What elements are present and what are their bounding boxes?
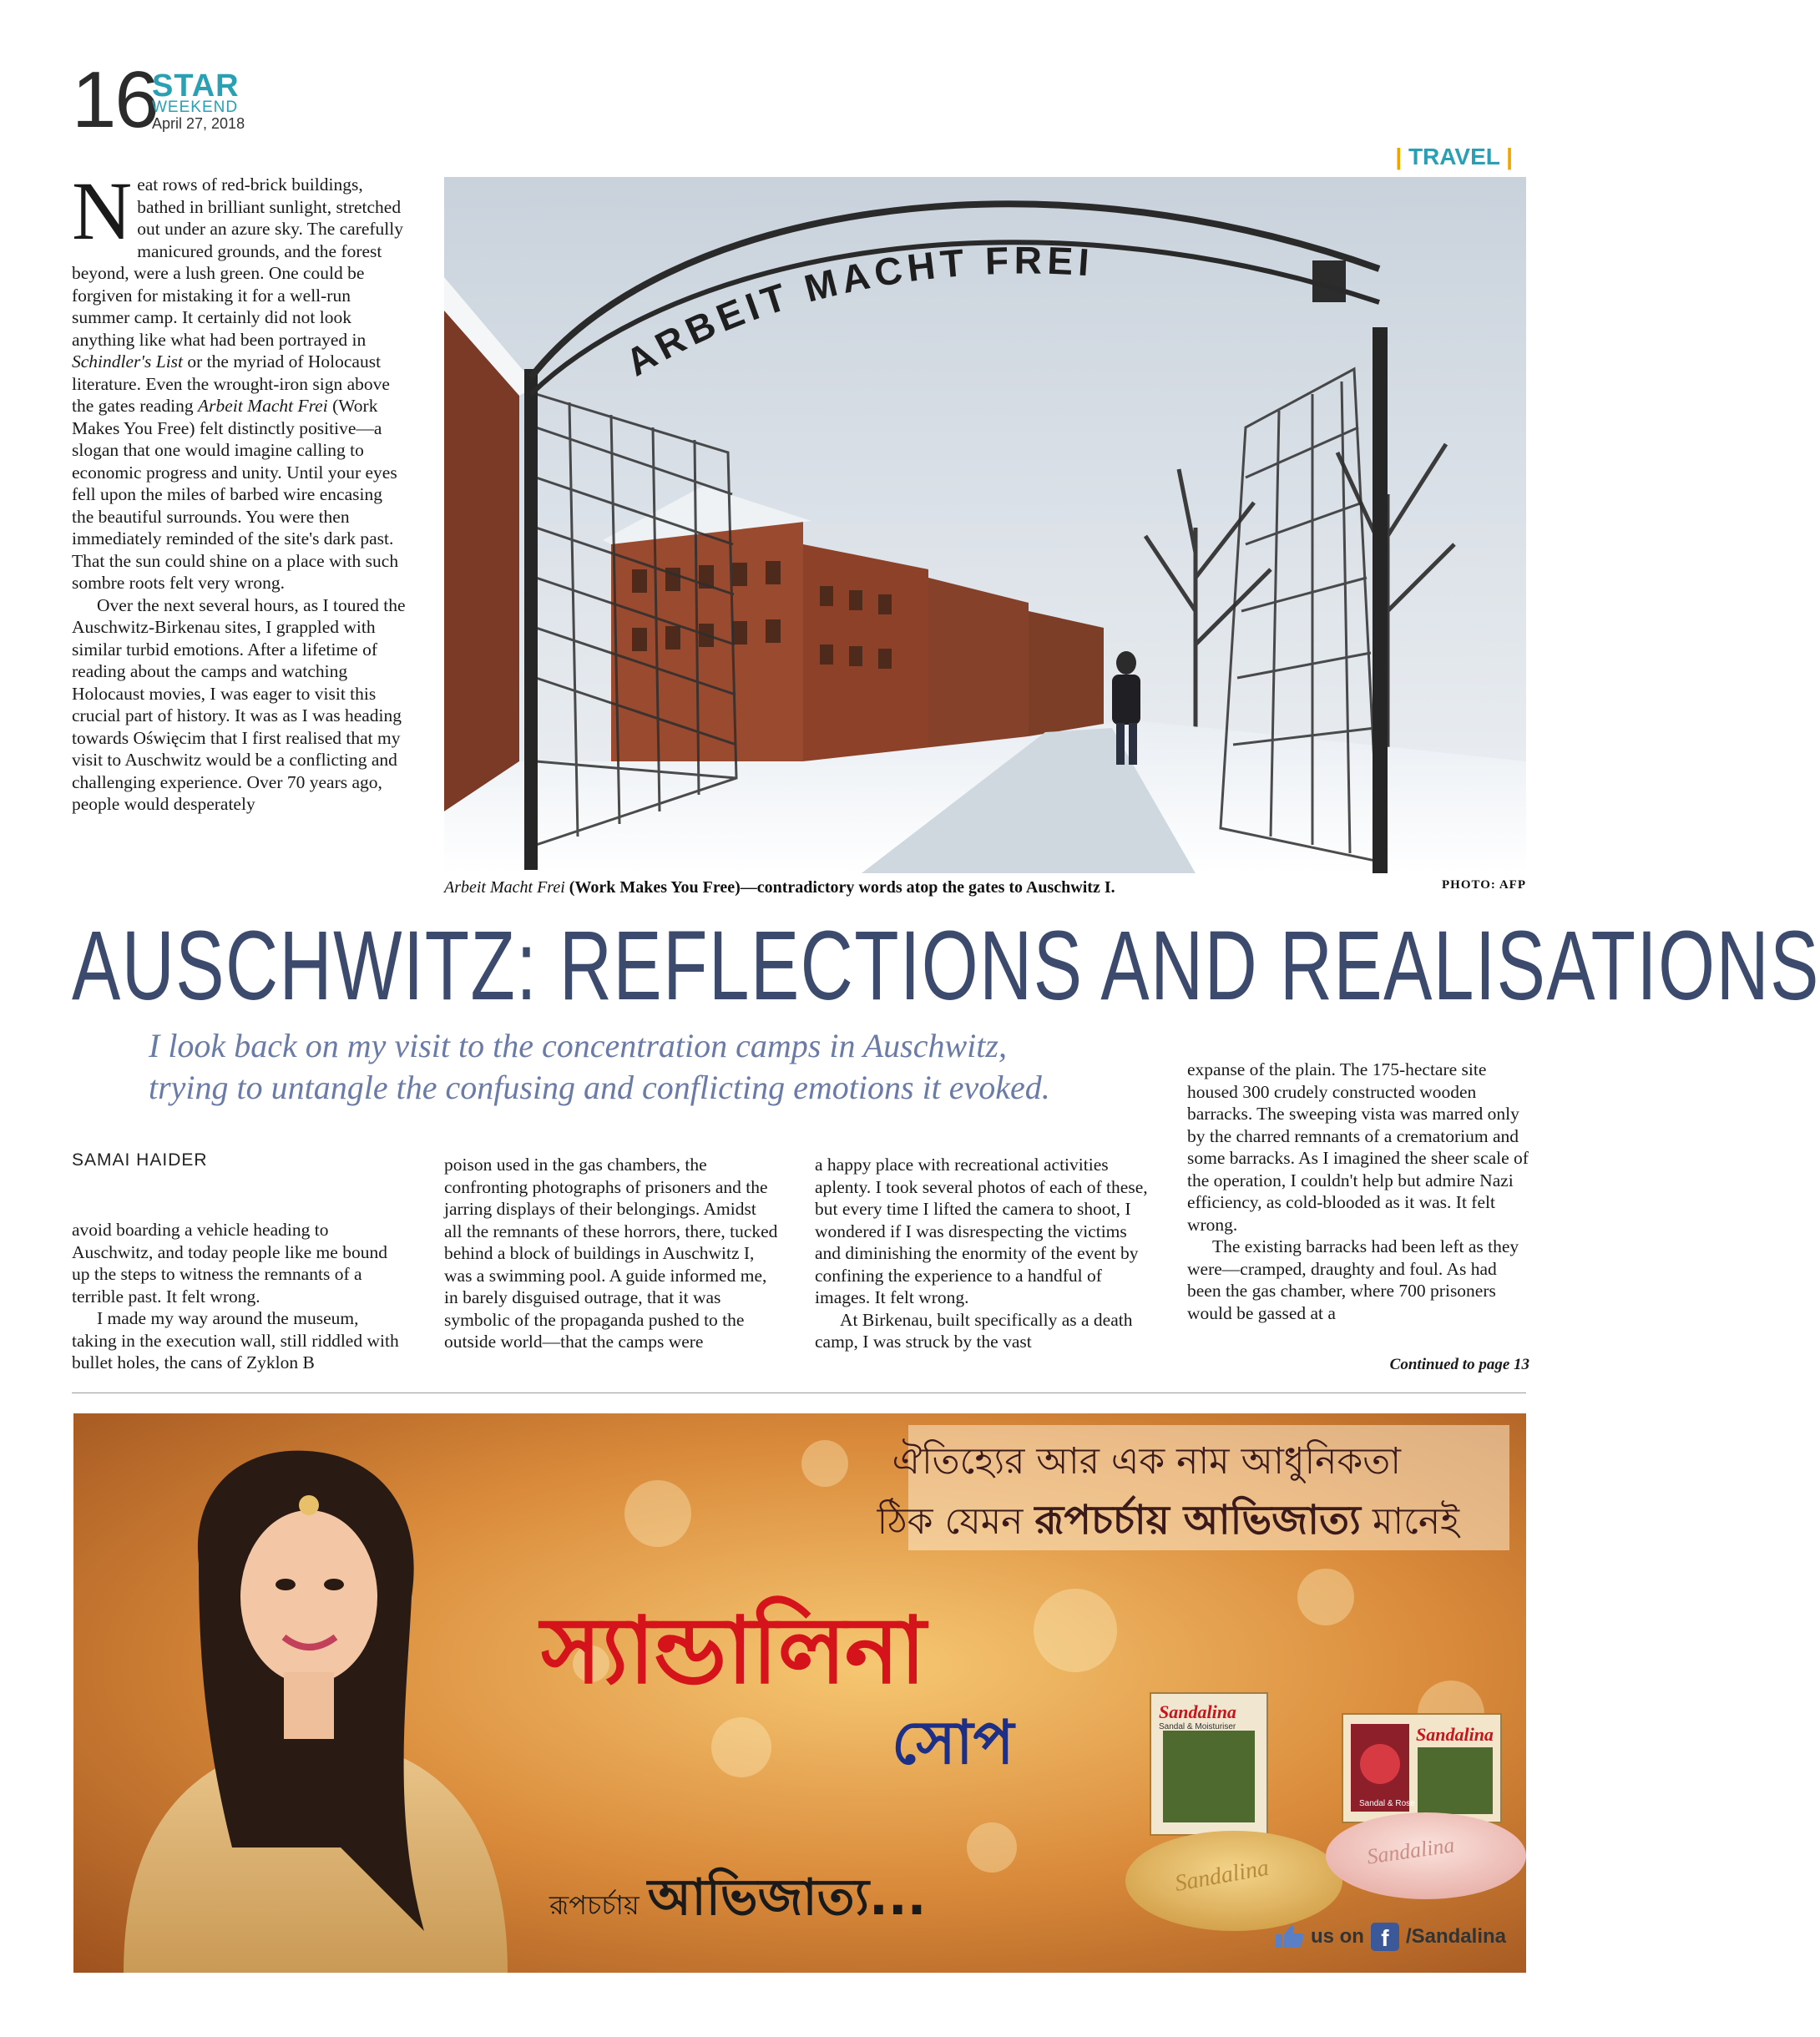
article-paragraph: I made my way around the museum, taking in the execution wall, still riddled with bullet holes, the cans of Zyklon B [72, 1308, 399, 1372]
slogan-big: আভিজাত্য... [647, 1868, 927, 1927]
article-paragraph: a happy place with recreational activities aplenty. I took several photos of each of these, but every time I lifted the camera to shoot, I wondered if I was disrespecting the victims and diminishing the enormity of the event by confining the experience to a handful of images. It felt wrong. [815, 1155, 1148, 1307]
subheadline-line-2: trying to untangle the confusing and conflicting emotions it evoked. [149, 1069, 1050, 1106]
section-bar-left: | [1395, 144, 1403, 169]
social-handle: /Sandalina [1405, 1925, 1506, 1948]
article-paragraph: The existing barracks had been left as they were—cramped, draughty and foul. As had been the gas chamber, where 700 prisoners would be gassed at a [1187, 1236, 1519, 1323]
page-number: 16 [72, 55, 158, 144]
article-column-3 [444, 1154, 778, 1353]
photo-credit: PHOTO: AFP [1442, 878, 1526, 892]
paragraph-text: eat rows of red-brick buildings, bathed in brilliant sunlight, stretched out under an azure sky. The carefully manicured grounds, and the forest beyond, were a lush green. One could be forgiven for mistaking it for a well-run summer camp. It certainly did not look anything like what had been portrayed in [72, 174, 404, 350]
section-bar-right: | [1506, 144, 1513, 169]
photo-caption [444, 878, 1526, 897]
article-paragraph: avoid boarding a vehicle heading to Auschwitz, and today people like me bound up the steps to witness the remnants of a terrible past. It felt wrong. [72, 1220, 387, 1307]
facebook-icon: f [1371, 1923, 1399, 1951]
soap-pack-2 [1342, 1714, 1501, 1822]
auschwitz-gate-photo [444, 177, 1526, 873]
brand-star: STAR [152, 68, 240, 104]
pack-1-sub: Sandal & Moisturiser [1159, 1722, 1236, 1731]
tagline-part: ঠিক যেমন [877, 1500, 1024, 1543]
ad-slogan [549, 1859, 926, 1943]
subheadline-line-1: I look back on my visit to the concentration camps in Auschwitz, [149, 1027, 1007, 1064]
soap-pack-1 [1150, 1693, 1267, 1835]
section-tag [1395, 144, 1513, 170]
drop-cap: N [72, 164, 133, 257]
pack-2-sub: Sandal & Rose [1359, 1799, 1415, 1808]
caption-italic: Arbeit Macht Frei [444, 878, 565, 897]
pack-1-brand: Sandalina [1159, 1701, 1236, 1722]
caption-text: (Work Makes You Free)—contradictory words atop the gates to Auschwitz I. [564, 878, 1115, 897]
soap-bar-2-stamp: Sandalina [1365, 1832, 1456, 1869]
article-paragraph: expanse of the plain. The 175-hectare site housed 300 crudely constructed wooden barracks. The sweeping vista was marred only by the charred remnants of a crematorium and some barracks. As I imagined the sheer scale of the operation, I couldn't help but admire Nazi efficiency, as cold-blooded as it was. It felt wrong. [1187, 1059, 1529, 1235]
paragraph-text: or the myriad of Holocaust literature. Even the wrought-iron sign above the gates reading [72, 351, 390, 416]
soap-bar-1-stamp: Sandalina [1172, 1854, 1271, 1898]
social-link[interactable] [1276, 1923, 1506, 1951]
pack-2-brand: Sandalina [1416, 1724, 1494, 1745]
issue-date: April 27, 2018 [152, 115, 245, 132]
publication-brand [152, 68, 245, 132]
sandalina-advertisement[interactable] [73, 1413, 1526, 1973]
article-paragraph: poison used in the gas chambers, the confronting photographs of prisoners and the jarring displays of their belongings. Amidst all the remnants of these horrors, there, tucked behind a block of buildings in Auschwitz I, was a swimming pool. A guide informed me, in barely disguised outrage, that it was symbolic of the propaganda pushed to the outside world—that the camps were [444, 1155, 778, 1352]
ad-tagline-line-2 [877, 1490, 1459, 1556]
headline: AUSCHWITZ: REFLECTIONS AND REALISATIONS [72, 911, 1820, 1021]
article-paragraph-1 [72, 164, 406, 594]
social-text: us on [1310, 1925, 1364, 1948]
ad-product-word: সোপ [892, 1707, 1014, 1777]
tagline-emphasis: রূপচর্চায় আভিজাত্য [1034, 1497, 1361, 1544]
brand-weekend: WEEKEND [152, 99, 239, 116]
slogan-small: রূপচর্চায় [549, 1889, 640, 1921]
sign-text: Arbeit Macht Frei [198, 396, 328, 416]
article-column-2 [72, 1219, 406, 1374]
film-title: Schindler's List [72, 351, 184, 372]
gate-sign-text: ARBEIT MACHT FREI [618, 238, 1096, 385]
tagline-part: মানেই [1372, 1500, 1459, 1543]
article-column-4 [815, 1154, 1155, 1353]
gate-illustration [444, 177, 1526, 873]
continued-note: Continued to page 13 [1389, 1356, 1529, 1373]
thumbs-up-icon [1276, 1924, 1304, 1949]
section-name: TRAVEL [1408, 144, 1500, 169]
byline: SAMAI HAIDER [72, 1150, 208, 1170]
article-column-1 [72, 164, 406, 816]
article-paragraph: At Birkenau, built specifically as a death camp, I was struck by the vast [815, 1309, 1133, 1352]
ad-brand-name: স্যান্ডালিনা [541, 1597, 925, 1704]
article-paragraph-2: Over the next several hours, as I toured the Auschwitz-Birkenau sites, I grappled with similar turbid emotions. After a lifetime of reading about the camps and watching Holocaust movies, I was eager to visit this crucial part of history. It was as I was heading towards Oświęcim that I first realised that my visit to Auschwitz would be a conflicting and challenging experience. Over 70 years ago, people would desperately [72, 594, 406, 814]
article-column-5 [1187, 1059, 1529, 1324]
subheadline [149, 1025, 1150, 1109]
paragraph-text: (Work Makes You Free) felt distinctly positive—a slogan that one would imagine calling to economic progress and unity. Until your eyes fell upon the miles of barbed wire encasing the beautiful surrounds. You were then immediately reminded of the site's dark past. That the sun could shine on a place with such sombre roots felt very wrong. [72, 396, 399, 593]
ad-tagline-line-1: ঐতিহ্যের আর এক নাম আধুনিকতা [892, 1440, 1401, 1483]
